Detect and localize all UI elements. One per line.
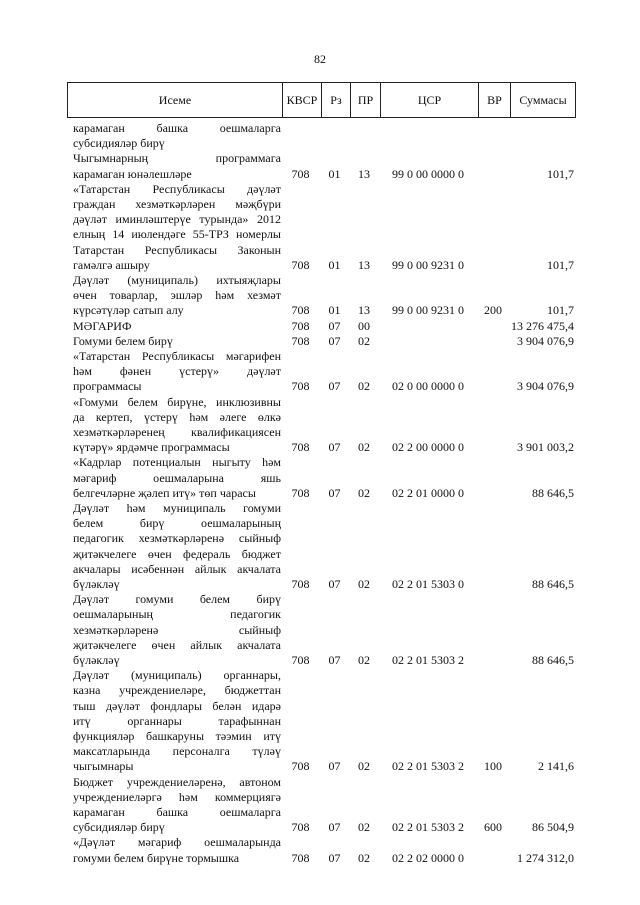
- row-vr: [477, 319, 509, 334]
- row-name-line: мәгариф оешмаларына яшь: [73, 470, 281, 485]
- row-sum: 3 901 003,2: [517, 440, 574, 455]
- row-rz: 07: [328, 333, 341, 348]
- table-row-line: [67, 349, 576, 364]
- row-rz: 07: [328, 440, 341, 455]
- header-name: Исеме: [158, 93, 192, 107]
- row-rz: 07: [328, 485, 341, 500]
- table-row-line: [67, 182, 576, 197]
- table-row-line: [67, 638, 576, 653]
- row-name-line: Дәүләт (муниципаль) ихтыяҗлары: [73, 273, 281, 287]
- table-row-line: [67, 197, 576, 212]
- row-rz: 07: [328, 759, 341, 774]
- row-rz: 07: [328, 820, 341, 835]
- row-name-line: субсидияләр бирү: [73, 820, 165, 835]
- row-name-line: җитәкчелеге өчен федераль бюджет: [73, 546, 281, 561]
- row-rz: 07: [328, 379, 341, 394]
- row-name-line: оешмаларының педагогик: [73, 607, 281, 622]
- table-row-line: [67, 410, 576, 425]
- row-kvsr: [281, 136, 320, 151]
- row-rz: 07: [328, 653, 341, 667]
- row-kvsr: 708: [291, 485, 310, 500]
- row-name-line: Дәүләт гомуми белем бирү: [73, 592, 281, 607]
- row-name-line: тыш дәүләт фондлары белән идарә: [73, 698, 281, 713]
- row-name-line: белгечләрне җәлеп итү» төп чарасы: [73, 485, 256, 500]
- table-row-line: [67, 303, 576, 318]
- row-vr: [477, 653, 509, 668]
- row-kvsr: 708: [291, 850, 310, 865]
- table-row-line: [67, 334, 576, 349]
- table-row-line: [67, 395, 576, 410]
- table-row-line: [67, 440, 576, 455]
- row-rz: 01: [328, 257, 341, 272]
- row-name-line: дәүләт иминләштерүе турында» 2012: [73, 212, 281, 227]
- row-name-line: өчен товарлар, эшләр һәм хезмәт: [73, 288, 281, 303]
- row-pr: 02: [358, 850, 370, 865]
- row-vr: [477, 851, 509, 866]
- table-row-line: [67, 288, 576, 303]
- row-pr: 02: [358, 653, 370, 667]
- row-sum: 86 504,9: [532, 820, 574, 835]
- row-sum: 2 141,6: [538, 759, 574, 774]
- row-sum: 101,7: [547, 166, 574, 181]
- row-csr: 02 2 01 5303 2: [392, 820, 464, 835]
- row-pr: 02: [358, 379, 370, 394]
- row-pr: 02: [358, 759, 370, 774]
- row-name-line: күтәрү» ярдәмче программасы: [73, 440, 230, 455]
- table-row-line: [67, 805, 576, 820]
- page-number: 82: [314, 52, 326, 66]
- table-row-line: [67, 577, 576, 592]
- row-sum: 1 274 312,0: [517, 850, 574, 865]
- row-vr: 200: [484, 303, 502, 318]
- table-row-line: [67, 592, 576, 607]
- table-row-line: [67, 516, 576, 531]
- table-row-line: [67, 212, 576, 227]
- row-kvsr: 708: [291, 820, 310, 835]
- row-kvsr: 708: [291, 577, 310, 591]
- table-row-line: [67, 471, 576, 486]
- row-sum: 88 646,5: [532, 653, 574, 667]
- row-name-line: «Гомуми белем бирүне, инклюзивны: [73, 394, 281, 409]
- table-row-line: [67, 121, 576, 136]
- row-vr: 100: [484, 759, 502, 774]
- row-name-line: бүләкләү: [73, 653, 120, 667]
- row-csr: [379, 334, 477, 349]
- table-row-line: [67, 607, 576, 622]
- row-kvsr: 708: [291, 759, 310, 774]
- row-name-line: Дәүләт (муниципаль) органнары,: [73, 668, 281, 683]
- table-row-line: [67, 425, 576, 440]
- row-rz: [320, 136, 349, 151]
- table-row-line: [67, 729, 576, 744]
- row-name-line: программасы: [73, 379, 142, 394]
- row-sum: 13 276 475,4: [511, 318, 574, 333]
- row-csr: 99 0 00 0000 0: [392, 166, 464, 181]
- row-sum: 101,7: [547, 303, 574, 318]
- row-name-line: бүләкләү: [73, 577, 120, 591]
- row-rz: 01: [328, 166, 341, 181]
- row-rz: 07: [328, 850, 341, 865]
- row-pr: 13: [358, 303, 370, 318]
- row-rz: 07: [328, 318, 341, 333]
- table-row-line: [67, 486, 576, 501]
- row-vr: [477, 258, 509, 273]
- row-vr: [477, 577, 509, 592]
- row-name-line: «Дәүләт мәгариф оешмаларында: [73, 835, 281, 850]
- row-csr: 02 2 01 5303 2: [392, 653, 464, 667]
- row-kvsr: 708: [291, 303, 310, 318]
- header-rz: Рз: [321, 83, 350, 117]
- row-name-line: карамаган юнәлешләре: [73, 166, 192, 181]
- table-row-line: [67, 379, 576, 394]
- row-kvsr: 708: [291, 166, 310, 181]
- table-row-line: [67, 699, 576, 714]
- row-pr: 13: [358, 257, 370, 272]
- table-row-line: [67, 759, 576, 774]
- row-pr: 02: [358, 577, 370, 591]
- row-kvsr: 708: [291, 318, 310, 333]
- table-row-line: [67, 319, 576, 334]
- table-row-line: [67, 501, 576, 516]
- row-name-line: «Татарстан Республикасы дәүләт: [73, 181, 281, 196]
- row-pr: 00: [358, 318, 370, 333]
- row-name-line: казна учреждениеләре, бюджеттан: [73, 683, 281, 698]
- row-name-line: акчалары исәбеннән айлык акчалата: [73, 561, 281, 576]
- row-sum: 88 646,5: [532, 577, 574, 591]
- row-csr: 99 0 00 9231 0: [392, 257, 464, 272]
- table-row-line: [67, 258, 576, 273]
- row-sum: 3 904 076,9: [517, 379, 574, 394]
- table-row-line: [67, 167, 576, 182]
- header-csr: ЦСР: [380, 83, 478, 117]
- row-csr: 02 2 00 0000 0: [392, 440, 464, 455]
- row-csr: 02 2 01 0000 0: [392, 485, 464, 500]
- table-row-line: [67, 243, 576, 258]
- row-name-line: Чыгымнарның программага: [73, 151, 281, 166]
- row-name-line: гомуми белем бирүне тормышка: [73, 850, 240, 865]
- header-vr: ВР: [478, 83, 510, 117]
- header-sum: Суммасы: [510, 83, 575, 117]
- row-name-line: гамәлгә ашыру: [73, 257, 150, 272]
- table-row-line: [67, 820, 576, 835]
- row-vr: 600: [484, 820, 502, 835]
- table-row-line: [67, 790, 576, 805]
- row-name-line: «Татарстан Республикасы мәгарифен: [73, 349, 281, 363]
- row-kvsr: 708: [291, 379, 310, 394]
- row-sum: 88 646,5: [532, 485, 574, 500]
- table-row-line: [67, 562, 576, 577]
- row-name-line: чыгымнары: [73, 759, 134, 774]
- row-name-line: Дәүләт һәм муниципаль гомуми: [73, 501, 281, 515]
- row-sum: 101,7: [547, 257, 574, 272]
- row-csr: 99 0 00 9231 0: [392, 303, 464, 318]
- row-csr: [379, 319, 477, 334]
- table-row-line: [67, 136, 576, 151]
- row-csr: 02 2 02 0000 0: [392, 850, 464, 865]
- table-row-line: [67, 227, 576, 242]
- row-pr: 02: [358, 333, 370, 348]
- row-kvsr: 708: [291, 440, 310, 455]
- row-pr: 13: [358, 166, 370, 181]
- row-name-line: граждан хезмәткәрләрен мәҗбүри: [73, 197, 281, 211]
- row-name-line: белем бирү оешмаларының: [73, 516, 281, 531]
- row-csr: [379, 136, 477, 151]
- table-row-line: [67, 623, 576, 638]
- table-row-line: [67, 775, 576, 790]
- row-name-line: педагогик хезмәткәрләренә сыйныф: [73, 531, 281, 546]
- row-name-line: хезмәткәрләренә сыйныф: [73, 622, 281, 637]
- row-name-line: итү органнары тарафыннан: [73, 713, 281, 728]
- row-name-line: карамаган башка оешмаларга: [73, 805, 281, 819]
- row-csr: 02 2 01 5303 2: [392, 759, 464, 774]
- row-sum: [509, 136, 574, 151]
- table-row-line: [67, 668, 576, 683]
- table-row-line: [67, 683, 576, 698]
- row-pr: 02: [358, 820, 370, 835]
- row-name-line: хезмәткәрләренең квалификациясен: [73, 425, 281, 439]
- row-name-line: Татарстан Республикасы Законын: [73, 242, 281, 257]
- table-row-line: [67, 653, 576, 668]
- row-name-line: һәм фәнен үстерү» дәүләт: [73, 364, 281, 379]
- row-name-line: максатларында персоналга түләү: [73, 744, 281, 759]
- row-name-line: күрсәтүләр сатып алу: [73, 303, 184, 318]
- row-kvsr: 708: [291, 257, 310, 272]
- row-vr: [477, 136, 509, 151]
- row-name-line: елның 14 июлендәге 55-ТРЗ номерлы: [73, 227, 281, 242]
- row-name-line: җитәкчелеге өчен айлык акчалата: [73, 637, 281, 652]
- row-name-line: учреждениеләргә һәм коммерциягә: [73, 789, 281, 804]
- row-vr: [477, 167, 509, 182]
- row-vr: [477, 486, 509, 501]
- row-name-line: МӘГАРИФ: [73, 318, 132, 333]
- row-vr: [477, 334, 509, 349]
- row-name-line: «Кадрлар потенциалын ныгыту һәм: [73, 455, 281, 470]
- table-row-line: [67, 531, 576, 546]
- header-pr: ПР: [350, 83, 380, 117]
- row-name-line: карамаган башка оешмаларга: [73, 121, 281, 135]
- table-row-line: [67, 851, 576, 866]
- table-row-line: [67, 835, 576, 850]
- row-vr: [477, 440, 509, 455]
- row-csr: 02 0 00 0000 0: [392, 379, 464, 394]
- row-vr: [477, 379, 509, 394]
- row-kvsr: 708: [291, 653, 310, 667]
- table-header: [67, 82, 576, 118]
- table-row-line: [67, 273, 576, 288]
- table-row-line: [67, 364, 576, 379]
- table-row-line: [67, 151, 576, 166]
- row-kvsr: 708: [291, 333, 310, 348]
- row-name-line: функцияләр башкаруны тәэмин итү: [73, 729, 281, 743]
- table-row-line: [67, 547, 576, 562]
- row-pr: 02: [358, 485, 370, 500]
- row-rz: 07: [328, 577, 341, 591]
- row-sum: 3 904 076,9: [517, 333, 574, 348]
- row-rz: 01: [328, 303, 341, 318]
- row-csr: 02 2 01 5303 0: [392, 577, 464, 591]
- table-row-line: [67, 744, 576, 759]
- table-row-line: [67, 455, 576, 470]
- row-name-line: субсидияләр бирү: [73, 136, 165, 151]
- table-row-line: [67, 714, 576, 729]
- row-pr: [349, 136, 379, 151]
- row-pr: 02: [358, 440, 370, 455]
- header-kvsr: КВСР: [282, 83, 321, 117]
- row-name-line: Бюджет учреждениеләренә, автоном: [73, 774, 281, 789]
- row-name-line: да кертеп, үстерү һәм әлеге өлкә: [73, 409, 281, 424]
- row-name-line: Гомуми белем бирү: [73, 333, 173, 348]
